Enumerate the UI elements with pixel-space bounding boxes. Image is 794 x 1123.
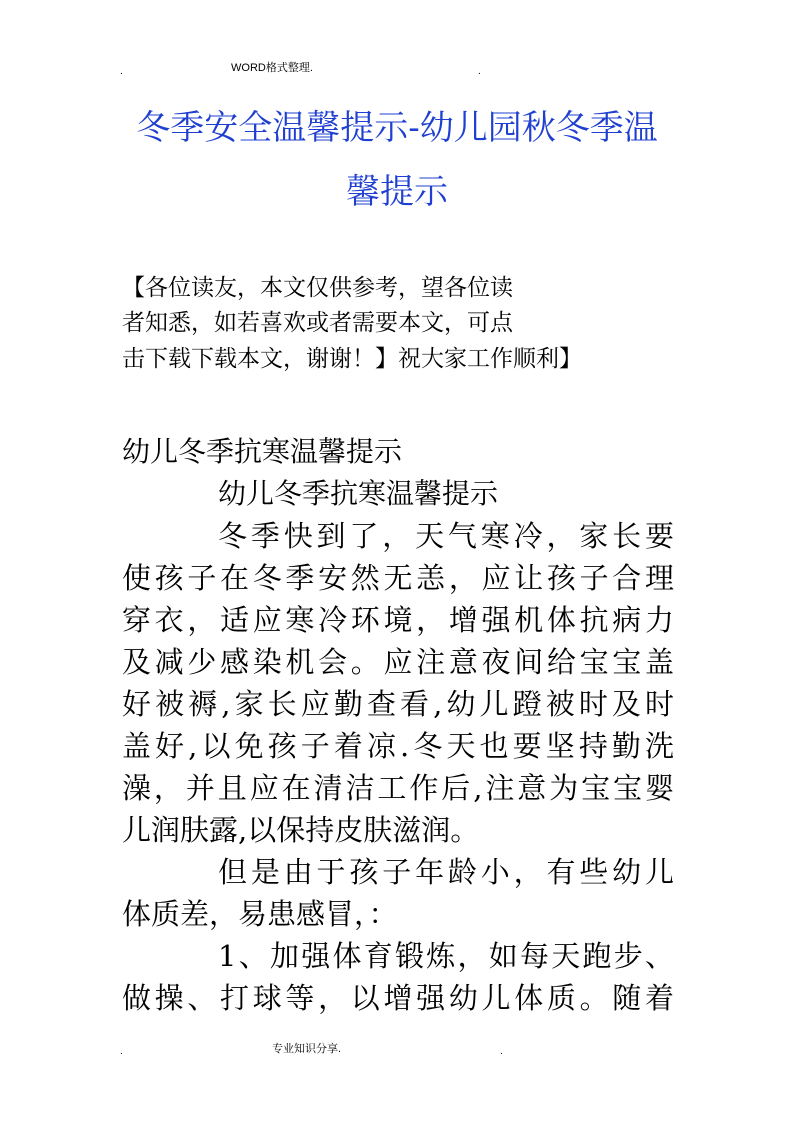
paragraph-line: 盖好,以免孩子着凉.冬天也要坚持勤洗 (122, 729, 674, 763)
paragraph-line: 好被褥,家长应勤查看,幼儿蹬被时及时 (122, 687, 674, 721)
paragraph-line: 澡，并且应在清洁工作后,注意为宝宝婴 (122, 771, 674, 805)
header-dot-right: . (478, 66, 481, 77)
paragraph-line: 体质差，易患感冒，： (122, 897, 398, 931)
paragraph-line: 使孩子在冬季安然无恙，应让孩子合理 (122, 561, 674, 595)
header-dot-left: . (120, 66, 123, 77)
paragraph-line: 做操、打球等，以增强幼儿体质。随着 (122, 981, 674, 1015)
paragraph-line: 但是由于孩子年龄小，有些幼儿 (218, 855, 674, 889)
page-title-line-2: 馨提示 (346, 172, 448, 212)
notice-line-3: 击下载下载本文，谢谢！】祝大家工作顺利】 (122, 346, 582, 372)
article-subheading: 幼儿冬季抗寒温馨提示 (218, 477, 499, 510)
notice-line-1: 【各位读友，本文仅供参考，望各位读 (122, 275, 513, 301)
paragraph-line: 穿衣，适应寒冷环境，增强机体抗病力 (122, 603, 674, 637)
footer-dot-right: . (500, 1046, 503, 1057)
page-title-line-1: 冬季安全温馨提示-幼儿园秋冬季温 (136, 108, 658, 148)
paragraph-line: 儿润肤露,以保持皮肤滋润。 (122, 813, 480, 847)
footer-dot-left: . (120, 1046, 123, 1057)
article-heading: 幼儿冬季抗寒温馨提示 (122, 435, 403, 468)
footer-text: 专业知识分享. (272, 1043, 342, 1055)
paragraph-line: 冬季快到了，天气寒冷，家长要 (218, 519, 674, 553)
paragraph-line: 1、加强体育锻炼，如每天跑步、 (218, 939, 674, 973)
paragraph-line: 及减少感染机会。应注意夜间给宝宝盖 (122, 645, 674, 679)
notice-line-2: 者知悉，如若喜欢或者需要本文，可点 (122, 310, 513, 336)
header-text: WORD格式整理. (231, 62, 313, 74)
